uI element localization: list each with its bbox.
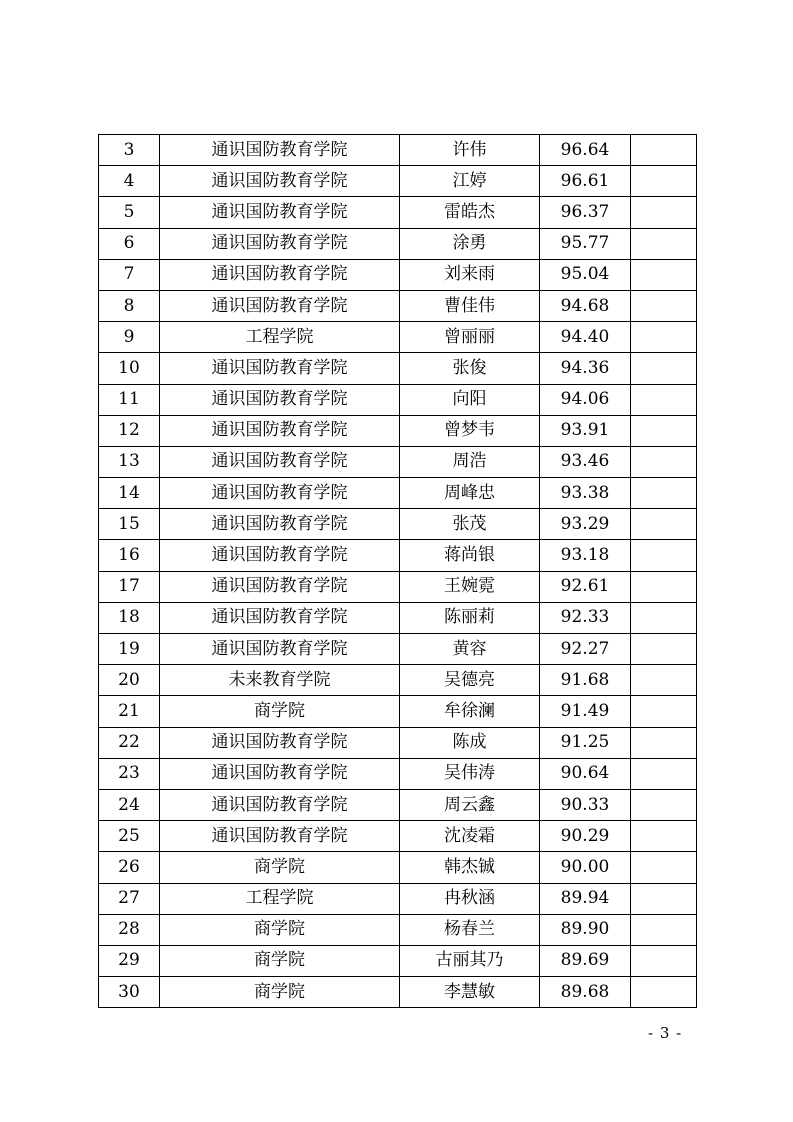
table-row (99, 821, 697, 852)
college-cell: 工程学院 (160, 883, 400, 914)
score-cell: 94.36 (540, 353, 631, 384)
rank-cell: 21 (99, 696, 160, 727)
college-cell: 商学院 (160, 945, 400, 976)
name-cell: 雷皓杰 (400, 197, 540, 228)
table-row (99, 883, 697, 914)
note-cell (631, 883, 697, 914)
rank-cell: 12 (99, 415, 160, 446)
note-cell (631, 602, 697, 633)
name-cell: 张茂 (400, 509, 540, 540)
college-cell: 通识国防教育学院 (160, 758, 400, 789)
name-cell: 张俊 (400, 353, 540, 384)
table-row (99, 977, 697, 1008)
college-cell: 通识国防教育学院 (160, 478, 400, 509)
note-cell (631, 228, 697, 259)
name-cell: 吴伟涛 (400, 758, 540, 789)
note-cell (631, 977, 697, 1008)
college-cell: 通识国防教育学院 (160, 789, 400, 820)
table-row (99, 322, 697, 353)
name-cell: 周峰忠 (400, 478, 540, 509)
note-cell (631, 945, 697, 976)
score-cell: 89.68 (540, 977, 631, 1008)
rank-cell: 16 (99, 540, 160, 571)
score-cell: 94.40 (540, 322, 631, 353)
ranking-table-container (98, 134, 696, 1008)
rank-cell: 19 (99, 634, 160, 665)
table-row (99, 384, 697, 415)
score-cell: 90.29 (540, 821, 631, 852)
score-cell: 89.69 (540, 945, 631, 976)
table-row (99, 758, 697, 789)
college-cell: 通识国防教育学院 (160, 634, 400, 665)
college-cell: 商学院 (160, 977, 400, 1008)
note-cell (631, 446, 697, 477)
rank-cell: 18 (99, 602, 160, 633)
college-cell: 商学院 (160, 914, 400, 945)
table-row (99, 290, 697, 321)
table-row (99, 446, 697, 477)
name-cell: 向阳 (400, 384, 540, 415)
score-cell: 96.37 (540, 197, 631, 228)
table-row (99, 696, 697, 727)
name-cell: 吴德亮 (400, 665, 540, 696)
score-cell: 91.25 (540, 727, 631, 758)
note-cell (631, 696, 697, 727)
college-cell: 通识国防教育学院 (160, 259, 400, 290)
table-row (99, 727, 697, 758)
note-cell (631, 353, 697, 384)
name-cell: 江婷 (400, 166, 540, 197)
rank-cell: 14 (99, 478, 160, 509)
rank-cell: 5 (99, 197, 160, 228)
name-cell: 王婉霓 (400, 571, 540, 602)
score-cell: 95.77 (540, 228, 631, 259)
rank-cell: 13 (99, 446, 160, 477)
rank-cell: 22 (99, 727, 160, 758)
table-row (99, 789, 697, 820)
name-cell: 沈凌霜 (400, 821, 540, 852)
rank-cell: 8 (99, 290, 160, 321)
score-cell: 91.49 (540, 696, 631, 727)
name-cell: 曾丽丽 (400, 322, 540, 353)
score-cell: 91.68 (540, 665, 631, 696)
rank-cell: 3 (99, 135, 160, 166)
table-row (99, 571, 697, 602)
name-cell: 杨春兰 (400, 914, 540, 945)
score-cell: 93.91 (540, 415, 631, 446)
note-cell (631, 290, 697, 321)
note-cell (631, 758, 697, 789)
college-cell: 通识国防教育学院 (160, 446, 400, 477)
note-cell (631, 852, 697, 883)
note-cell (631, 727, 697, 758)
note-cell (631, 322, 697, 353)
table-row (99, 259, 697, 290)
note-cell (631, 821, 697, 852)
note-cell (631, 135, 697, 166)
name-cell: 刘来雨 (400, 259, 540, 290)
table-row (99, 166, 697, 197)
college-cell: 通识国防教育学院 (160, 353, 400, 384)
score-cell: 90.64 (540, 758, 631, 789)
table-row (99, 197, 697, 228)
name-cell: 古丽其乃 (400, 945, 540, 976)
rank-cell: 9 (99, 322, 160, 353)
name-cell: 冉秋涵 (400, 883, 540, 914)
score-cell: 93.38 (540, 478, 631, 509)
table-row (99, 228, 697, 259)
name-cell: 牟徐澜 (400, 696, 540, 727)
name-cell: 曾梦韦 (400, 415, 540, 446)
note-cell (631, 571, 697, 602)
college-cell: 通识国防教育学院 (160, 540, 400, 571)
rank-cell: 29 (99, 945, 160, 976)
rank-cell: 27 (99, 883, 160, 914)
score-cell: 93.29 (540, 509, 631, 540)
college-cell: 工程学院 (160, 322, 400, 353)
score-cell: 89.90 (540, 914, 631, 945)
table-row (99, 478, 697, 509)
note-cell (631, 197, 697, 228)
table-row (99, 135, 697, 166)
name-cell: 曹佳伟 (400, 290, 540, 321)
college-cell: 通识国防教育学院 (160, 197, 400, 228)
note-cell (631, 259, 697, 290)
rank-cell: 30 (99, 977, 160, 1008)
college-cell: 通识国防教育学院 (160, 290, 400, 321)
table-row (99, 852, 697, 883)
note-cell (631, 509, 697, 540)
rank-cell: 15 (99, 509, 160, 540)
rank-cell: 24 (99, 789, 160, 820)
score-cell: 92.33 (540, 602, 631, 633)
score-cell: 93.46 (540, 446, 631, 477)
college-cell: 通识国防教育学院 (160, 384, 400, 415)
score-cell: 89.94 (540, 883, 631, 914)
name-cell: 李慧敏 (400, 977, 540, 1008)
score-cell: 92.61 (540, 571, 631, 602)
table-row (99, 540, 697, 571)
page-number: - 3 - (648, 1024, 683, 1042)
table-row (99, 602, 697, 633)
college-cell: 通识国防教育学院 (160, 821, 400, 852)
rank-cell: 7 (99, 259, 160, 290)
rank-cell: 17 (99, 571, 160, 602)
name-cell: 涂勇 (400, 228, 540, 259)
note-cell (631, 914, 697, 945)
table-row (99, 353, 697, 384)
score-cell: 94.06 (540, 384, 631, 415)
college-cell: 通识国防教育学院 (160, 509, 400, 540)
score-cell: 95.04 (540, 259, 631, 290)
college-cell: 商学院 (160, 852, 400, 883)
rank-cell: 10 (99, 353, 160, 384)
score-cell: 94.68 (540, 290, 631, 321)
note-cell (631, 634, 697, 665)
college-cell: 通识国防教育学院 (160, 727, 400, 758)
ranking-table (98, 134, 697, 1008)
score-cell: 93.18 (540, 540, 631, 571)
name-cell: 韩杰铖 (400, 852, 540, 883)
note-cell (631, 384, 697, 415)
note-cell (631, 789, 697, 820)
score-cell: 96.61 (540, 166, 631, 197)
table-row (99, 509, 697, 540)
rank-cell: 11 (99, 384, 160, 415)
college-cell: 未来教育学院 (160, 665, 400, 696)
name-cell: 许伟 (400, 135, 540, 166)
college-cell: 通识国防教育学院 (160, 602, 400, 633)
note-cell (631, 540, 697, 571)
rank-cell: 26 (99, 852, 160, 883)
table-row (99, 415, 697, 446)
name-cell: 陈丽莉 (400, 602, 540, 633)
name-cell: 周浩 (400, 446, 540, 477)
name-cell: 黄容 (400, 634, 540, 665)
note-cell (631, 415, 697, 446)
college-cell: 通识国防教育学院 (160, 228, 400, 259)
rank-cell: 4 (99, 166, 160, 197)
table-row (99, 945, 697, 976)
rank-cell: 20 (99, 665, 160, 696)
name-cell: 蒋尚银 (400, 540, 540, 571)
note-cell (631, 166, 697, 197)
table-row (99, 914, 697, 945)
table-row (99, 665, 697, 696)
table-row (99, 634, 697, 665)
score-cell: 96.64 (540, 135, 631, 166)
rank-cell: 25 (99, 821, 160, 852)
college-cell: 商学院 (160, 696, 400, 727)
score-cell: 90.33 (540, 789, 631, 820)
ranking-table-body (99, 135, 697, 1008)
score-cell: 92.27 (540, 634, 631, 665)
rank-cell: 6 (99, 228, 160, 259)
name-cell: 周云鑫 (400, 789, 540, 820)
name-cell: 陈成 (400, 727, 540, 758)
college-cell: 通识国防教育学院 (160, 166, 400, 197)
note-cell (631, 478, 697, 509)
note-cell (631, 665, 697, 696)
college-cell: 通识国防教育学院 (160, 571, 400, 602)
rank-cell: 23 (99, 758, 160, 789)
college-cell: 通识国防教育学院 (160, 415, 400, 446)
college-cell: 通识国防教育学院 (160, 135, 400, 166)
score-cell: 90.00 (540, 852, 631, 883)
rank-cell: 28 (99, 914, 160, 945)
